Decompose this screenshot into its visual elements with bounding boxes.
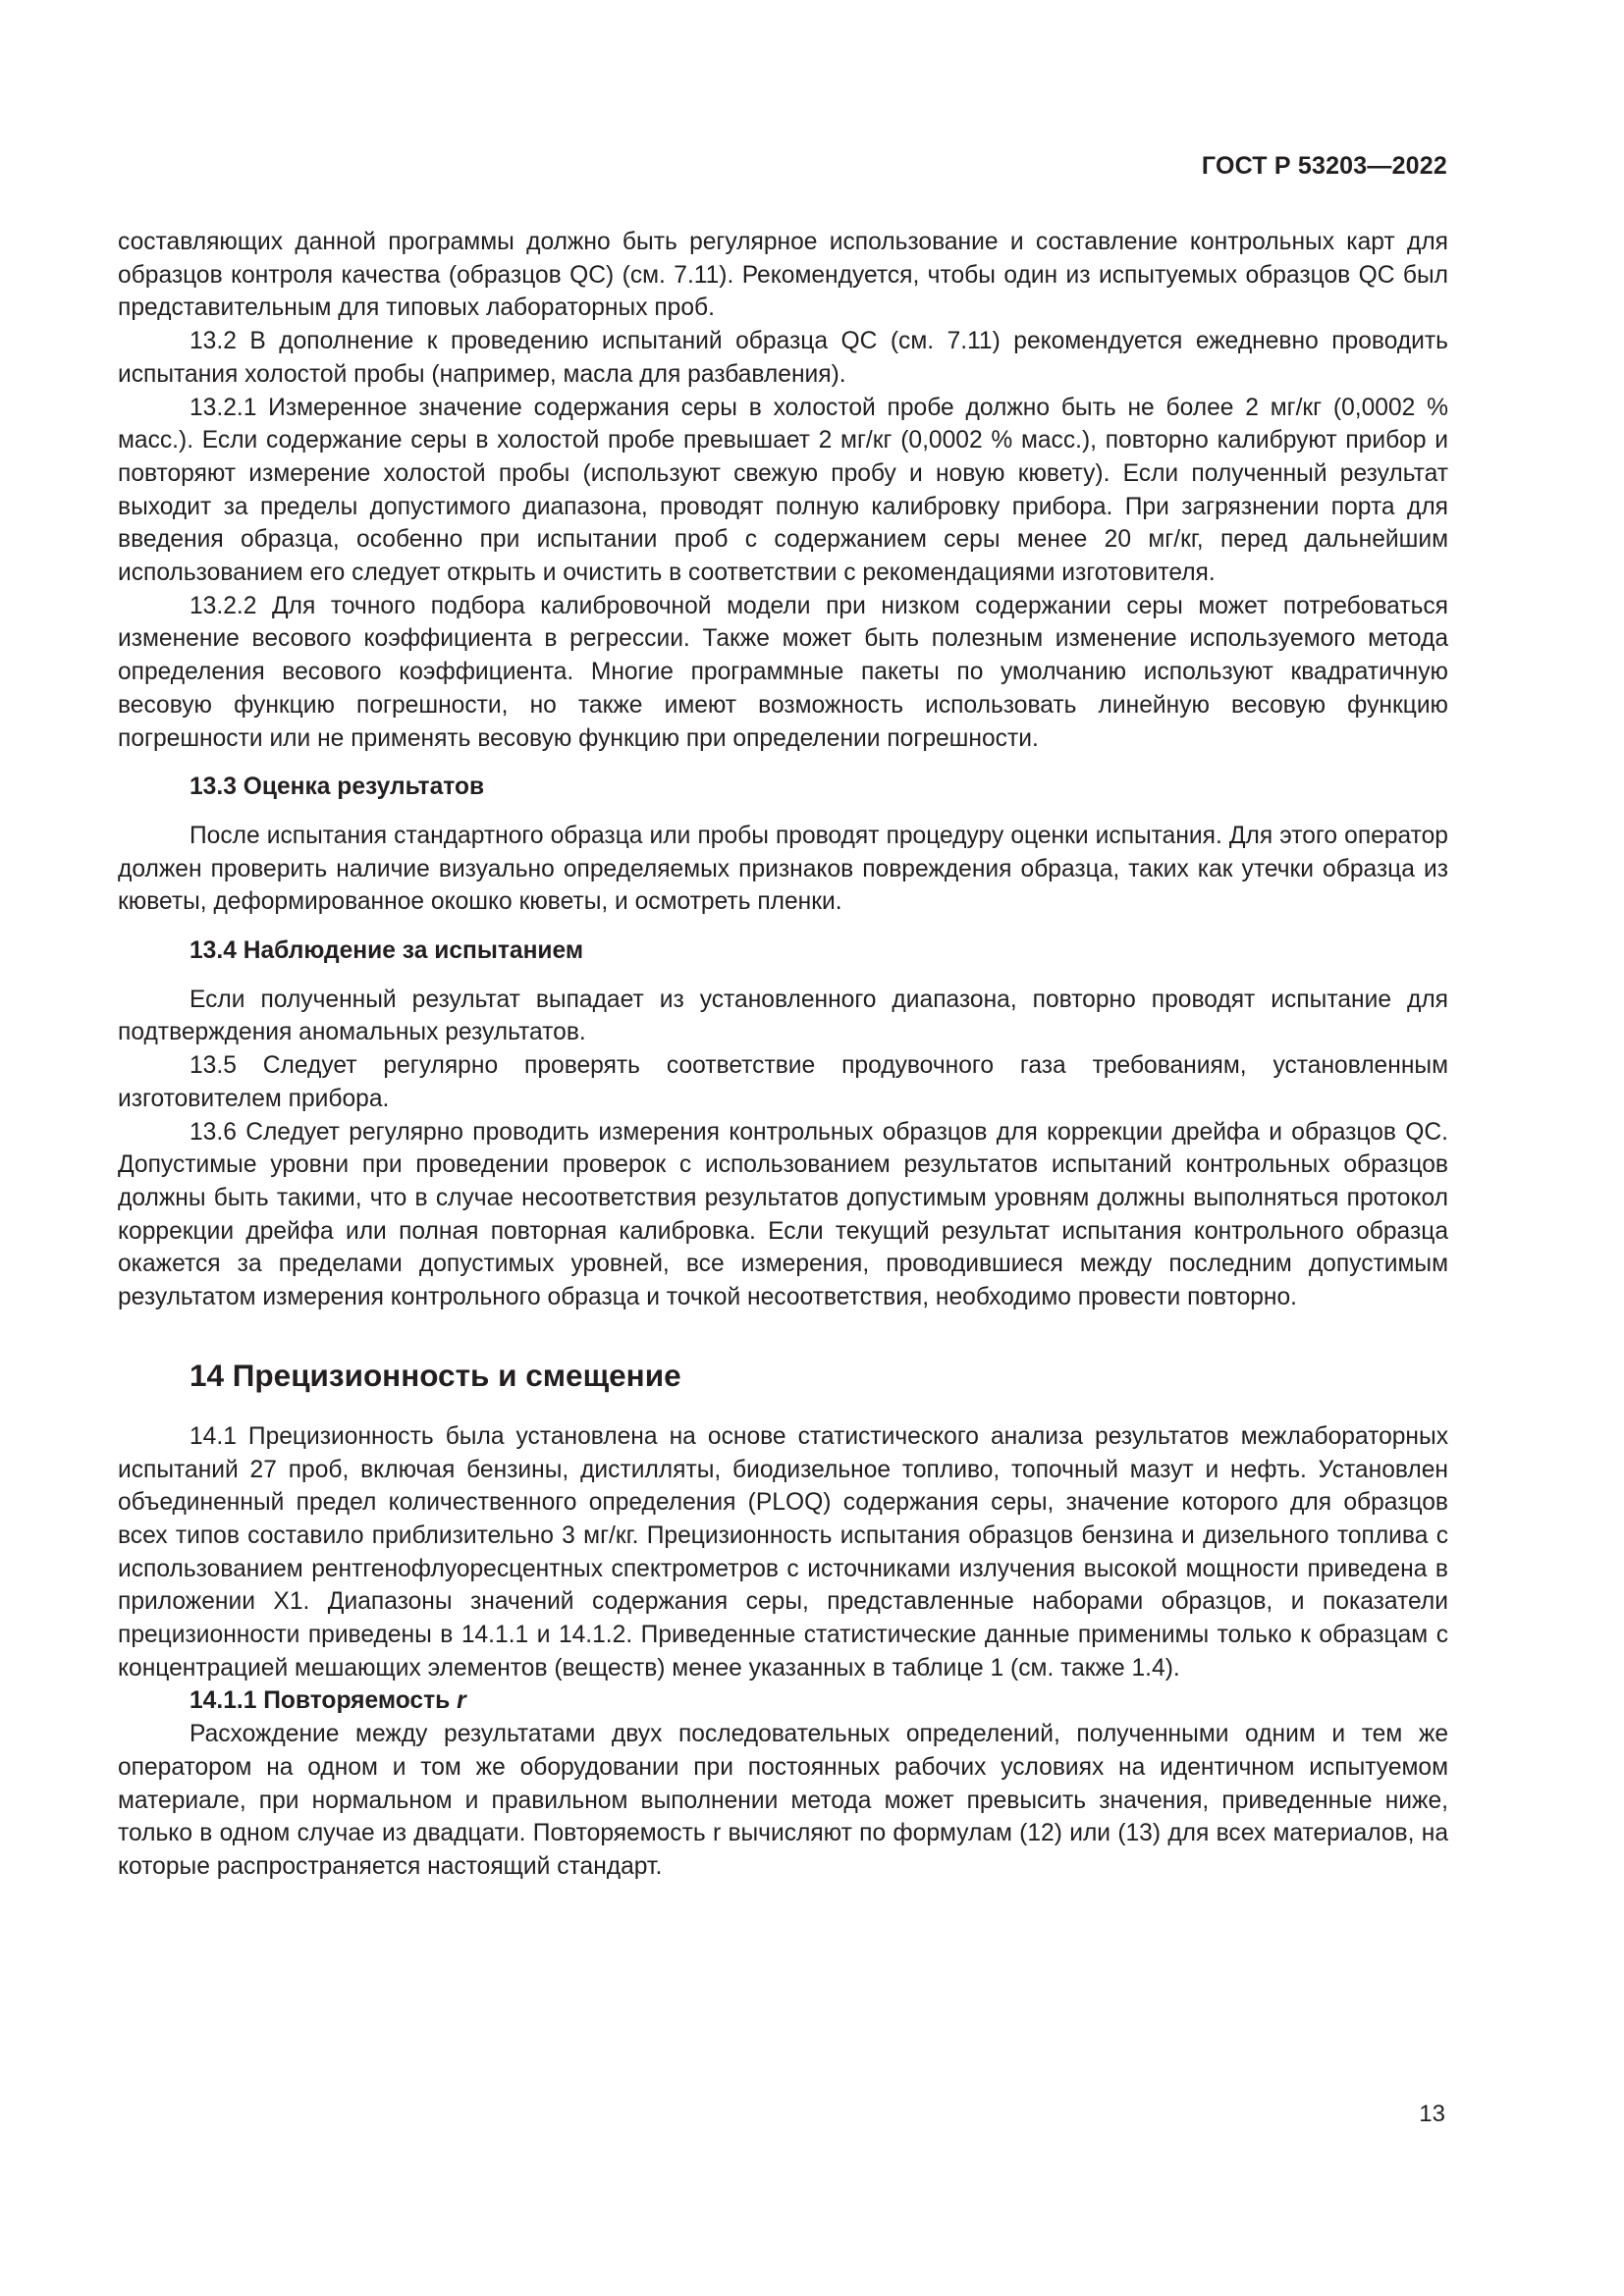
paragraph-13-5: 13.5 Следует регулярно проверять соответствие продувочного газа требованиям, установленным изготовителем прибора. — [118, 1052, 1448, 1112]
page-number: 13 — [1419, 2101, 1445, 2127]
paragraph-13-2-2: 13.2.2 Для точного подбора калибровочной модели при низком содержании серы может потребоваться изменение весового коэффициента в регрессии. Также может быть полезным изменение используемого метода определения весового коэффициента. Многие программные пакеты по умолчанию используют квадратичную весовую функцию погрешности, но также имеют возможность использовать линейную весовую функцию погрешности или не применять весовую функцию при определении погрешности. — [118, 592, 1448, 752]
paragraph-13-3: После испытания стандартного образца или пробы проводят процедуру оценки испытания. Для этого оператор должен проверить наличие визуально определяемых признаков повреждения образца, таких как утечки образца из кюветы, деформированное окошко кюветы, и осмотреть пленки. — [118, 822, 1448, 916]
heading-14-1-1 — [118, 1684, 1448, 1718]
paragraph-intro: составляющих данной программы должно быть регулярное использование и составление контрольных карт для образцов контроля качества (образцов QC) (см. 7.11). Рекомендуется, чтобы один из испытуемых образцов QC был представительным для типовых лабораторных проб. — [118, 229, 1448, 322]
paragraph-14-1-1: Расхождение между результатами двух последовательных определений, полученными одним и тем же оператором на одном и том же оборудовании при постоянных рабочих условиях на идентичном испытуемом материале, при нормальном и правильном выполнении метода может превысить значения, приведенные ниже, только в одном случае из двадцати. Повторяемость r вычисляют по формулам (12) или (13) для всех материалов, на которые распространяется настоящий стандарт. — [118, 1721, 1448, 1880]
document-designation: ГОСТ Р 53203—2022 — [1201, 152, 1447, 180]
repeatability-symbol: r — [457, 1687, 466, 1715]
heading-13-3: 13.3 Оценка результатов — [189, 774, 485, 801]
heading-14-1-1-text: 14.1.1 Повторяемость — [189, 1687, 458, 1715]
heading-13-4: 13.4 Наблюдение за испытанием — [189, 937, 584, 965]
paragraph-13-6: 13.6 Следует регулярно проводить измерения контрольных образцов для коррекции дрейфа и образцов QC. Допустимые уровни при проведении проверок с использованием результатов испытаний контрольных образцов должны быть такими, что в случае несоответствия результатов допустимым уровням должны выполняться протокол коррекции дрейфа или полная повторная калибровка. Если текущий результат испытания контрольного образца окажется за пределами допустимых уровней, все измерения, проводившиеся между последним допустимым результатом измерения контрольного образца и точкой несоответствия, необходимо провести повторно. — [118, 1118, 1448, 1311]
paragraph-14-1: 14.1 Прецизионность была установлена на основе статистического анализа результатов межлабораторных испытаний 27 проб, включая бензины, дистилляты, биодизельное топливо, топочный мазут и нефть. Установлен объединенный предел количественного определения (PLOQ) содержания серы, значение которого для образцов всех типов составило приблизительно 3 мг/кг. Прецизионность испытания образцов бензина и дизельного топлива с использованием рентгенофлуоресцентных спектрометров с источниками излучения высокой мощности приведена в приложении X1. Диапазоны значений содержания серы, представленные наборами образцов, и показатели прецизионности приведены в 14.1.1 и 14.1.2. Приведенные статистические данные применимы только к образцам с концентрацией мешающих элементов (веществ) менее указанных в таблице 1 (см. также 1.4). — [118, 1422, 1448, 1682]
page-content — [118, 226, 1448, 1884]
section-title-14: 14 Прецизионность и смещение — [189, 1357, 681, 1393]
paragraph-13-2-1: 13.2.1 Измеренное значение содержания серы в холостой пробе должно быть не более 2 мг/кг (0,0002 % масс.). Если содержание серы в холостой пробе превышает 2 мг/кг (0,0002 % масс.), повторно калибруют прибор и повторяют измерение холостой пробы (используют свежую пробу и новую кювету). Если полученный результат выходит за пределы допустимого диапазона, проводят полную калибровку прибора. При загрязнении порта для введения образца, особенно при испытании проб с содержанием серы менее 20 мг/кг, перед дальнейшим использованием его следует открыть и очистить в соответствии с рекомендациями изготовителя. — [118, 394, 1448, 587]
paragraph-13-4: Если полученный результат выпадает из установленного диапазона, повторно проводят испытание для подтверждения аномальных результатов. — [118, 986, 1448, 1046]
paragraph-13-2: 13.2 В дополнение к проведению испытаний образца QC (см. 7.11) рекомендуется ежедневно проводить испытания холостой пробы (например, масла для разбавления). — [118, 328, 1448, 388]
